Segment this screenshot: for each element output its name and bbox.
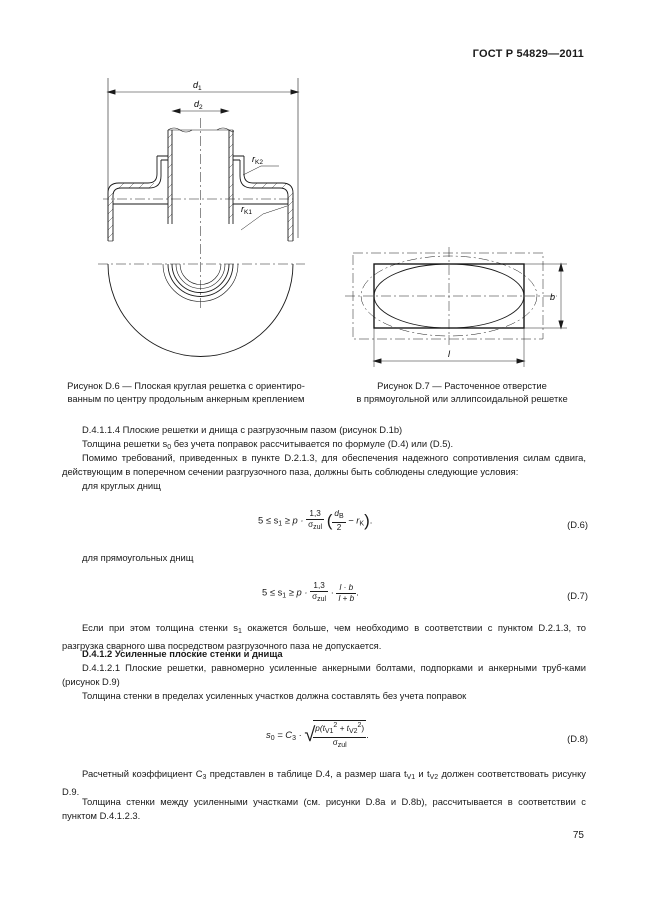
formula-d6-number: (D.6) <box>567 519 588 530</box>
paragraph-round-heads: для круглых днищ <box>82 480 161 491</box>
paragraph-rect-heads: для прямоугольных днищ <box>82 552 194 563</box>
label-b: b <box>550 292 556 302</box>
paragraph-weld-unloading: Если при этом толщина стенки $s_1$ окажется больше, чем необходимо в соответствии с пунктом D.2.1.3, то разгрузка сварного шва посредством разгрузочного паза не допускается. <box>62 622 586 652</box>
formula-d6: $5 \le s_1 \ge p$ · $\frac{1,3}{\sigma_{zul}}$ ( $\frac{d_B}{2}$ − $r_K$). <box>258 509 373 532</box>
paragraph-d41114: D.4.1.1.4 Плоские решетки и днища с разгрузочным пазом (рисунок D.1b) <box>82 424 403 435</box>
figure-d7-caption-line2: в прямоугольной или эллипсоидальной решетке <box>356 393 568 404</box>
figure-d7-drawing <box>345 245 570 373</box>
label-rk1: $r_{K1}$ <box>241 204 252 216</box>
formula-d7: $5 \le s_1 \ge p$ · $\frac{1,3}{\sigma_{zul}}$ · $\frac{l \cdot b}{l + b}$ . <box>262 581 359 603</box>
label-rk2: $r_{K2}$ <box>252 154 263 166</box>
figure-d7-caption-line1: Рисунок D.7 — Расточенное отверстие <box>377 380 547 391</box>
document-header: ГОСТ Р 54829—2011 <box>472 48 584 60</box>
page-number: 75 <box>572 830 584 841</box>
paragraph-thickness: Толщина решетки $s_0$ без учета поправок рассчитывается по формуле (D.4) или (D.5). <box>82 438 454 451</box>
paragraph-between-reinforced: Толщина стенки между усиленными участками (см. рисунки D.8а и D.8b), рассчитывается в соответствии с пунктом D.4.1.2.3. <box>62 796 586 822</box>
label-d2: $d_2$ <box>194 99 203 111</box>
paragraph-requirements: Помимо требований, приведенных в пункте D.2.1.3, для обеспечения надежного сопротивления силам сдвига, действующим в поперечном сечении разгрузочного паза, должны быть соблюдены следующие условия: <box>62 452 586 478</box>
paragraph-coefficient-c3: Расчетный коэффициент $C_3$ представлен в таблице D.4, а размер шага $t_{V1}$ и $t_{V2}$ должен соответствовать рисунку D.9. <box>62 768 586 798</box>
paragraph-d4121: D.4.1.2.1 Плоские решетки, равномерно усиленные анкерными болтами, подпорками и анкерными труб-ками (рисунок D.9) <box>62 662 586 688</box>
figure-d6-caption-line2: ванным по центру продольным анкерным креплением <box>67 393 305 404</box>
figure-d6-drawing <box>95 78 310 368</box>
paragraph-wall-thickness: Толщина стенки в пределах усиленных участков должна составлять без учета поправок <box>82 690 467 701</box>
formula-d7-number: (D.7) <box>567 590 588 601</box>
formula-d8: $s_0 = C_3$ · √ $\frac{p(t_{V1}^2 + t_{V2}^2)}{\sigma_{zul}}$ . <box>266 722 369 749</box>
figure-d6-caption-line1: Рисунок D.6 — Плоская круглая решетка с ориентиро- <box>67 380 305 391</box>
figure-d7-caption <box>332 379 592 405</box>
figure-d6-caption <box>52 379 320 405</box>
formula-d8-number: (D.8) <box>567 733 588 744</box>
section-heading-d412: D.4.1.2 Усиленные плоские стенки и днища <box>82 648 283 659</box>
label-l: l <box>448 349 450 359</box>
label-d1: $d_1$ <box>193 80 202 92</box>
